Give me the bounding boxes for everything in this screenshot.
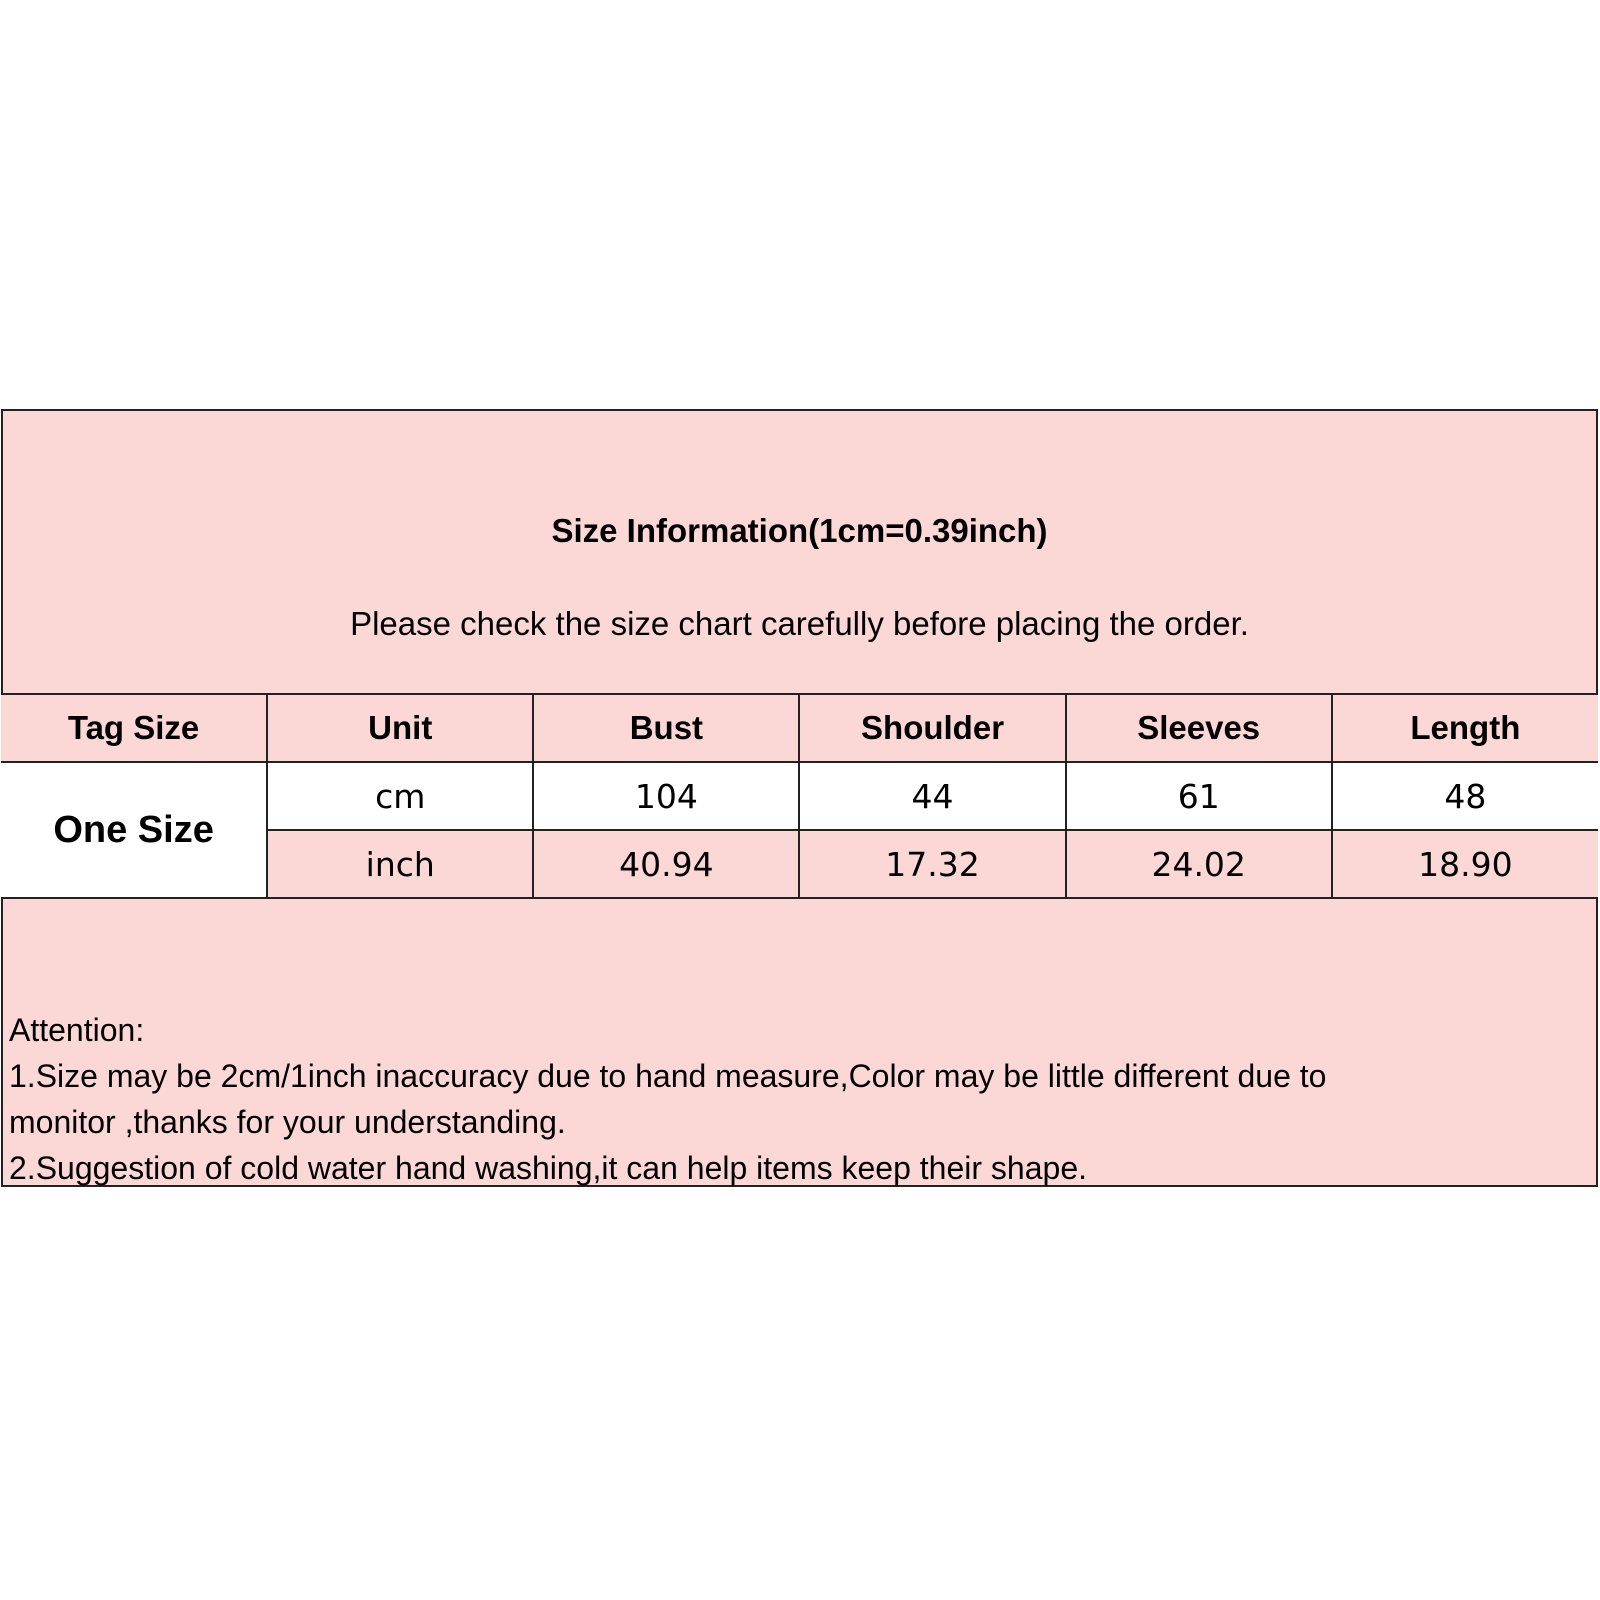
column-header-tag-size: Tag Size xyxy=(1,694,267,762)
sleeves-cell: 24.02 xyxy=(1066,830,1332,898)
attention-notes xyxy=(9,1007,1589,1191)
table-header-row xyxy=(1,694,1598,762)
size-table xyxy=(1,693,1598,899)
column-header-shoulder: Shoulder xyxy=(799,694,1065,762)
column-header-sleeves: Sleeves xyxy=(1066,694,1332,762)
bust-cell: 104 xyxy=(533,762,799,830)
column-header-unit: Unit xyxy=(267,694,533,762)
page-subtitle: Please check the size chart carefully before placing the order. xyxy=(350,605,1249,642)
sleeves-cell: 61 xyxy=(1066,762,1332,830)
page-title: Size Information(1cm=0.39inch) xyxy=(551,512,1048,549)
notes-line: monitor ,thanks for your understanding. xyxy=(9,1104,566,1140)
tag-size-cell: One Size xyxy=(1,762,267,898)
notes-line: 1.Size may be 2cm/1inch inaccuracy due to hand measure,Color may be little different due to xyxy=(9,1058,1327,1094)
column-header-length: Length xyxy=(1332,694,1598,762)
length-cell: 18.90 xyxy=(1332,830,1598,898)
notes-heading: Attention: xyxy=(9,1012,145,1048)
size-info-sheet xyxy=(1,409,1598,1187)
length-cell: 48 xyxy=(1332,762,1598,830)
bust-cell: 40.94 xyxy=(533,830,799,898)
unit-cell: inch xyxy=(267,830,533,898)
header-block xyxy=(3,411,1596,693)
table-row xyxy=(1,762,1598,830)
shoulder-cell: 17.32 xyxy=(799,830,1065,898)
notes-line: 2.Suggestion of cold water hand washing,it can help items keep their shape. xyxy=(9,1150,1087,1186)
column-header-bust: Bust xyxy=(533,694,799,762)
shoulder-cell: 44 xyxy=(799,762,1065,830)
unit-cell: cm xyxy=(267,762,533,830)
